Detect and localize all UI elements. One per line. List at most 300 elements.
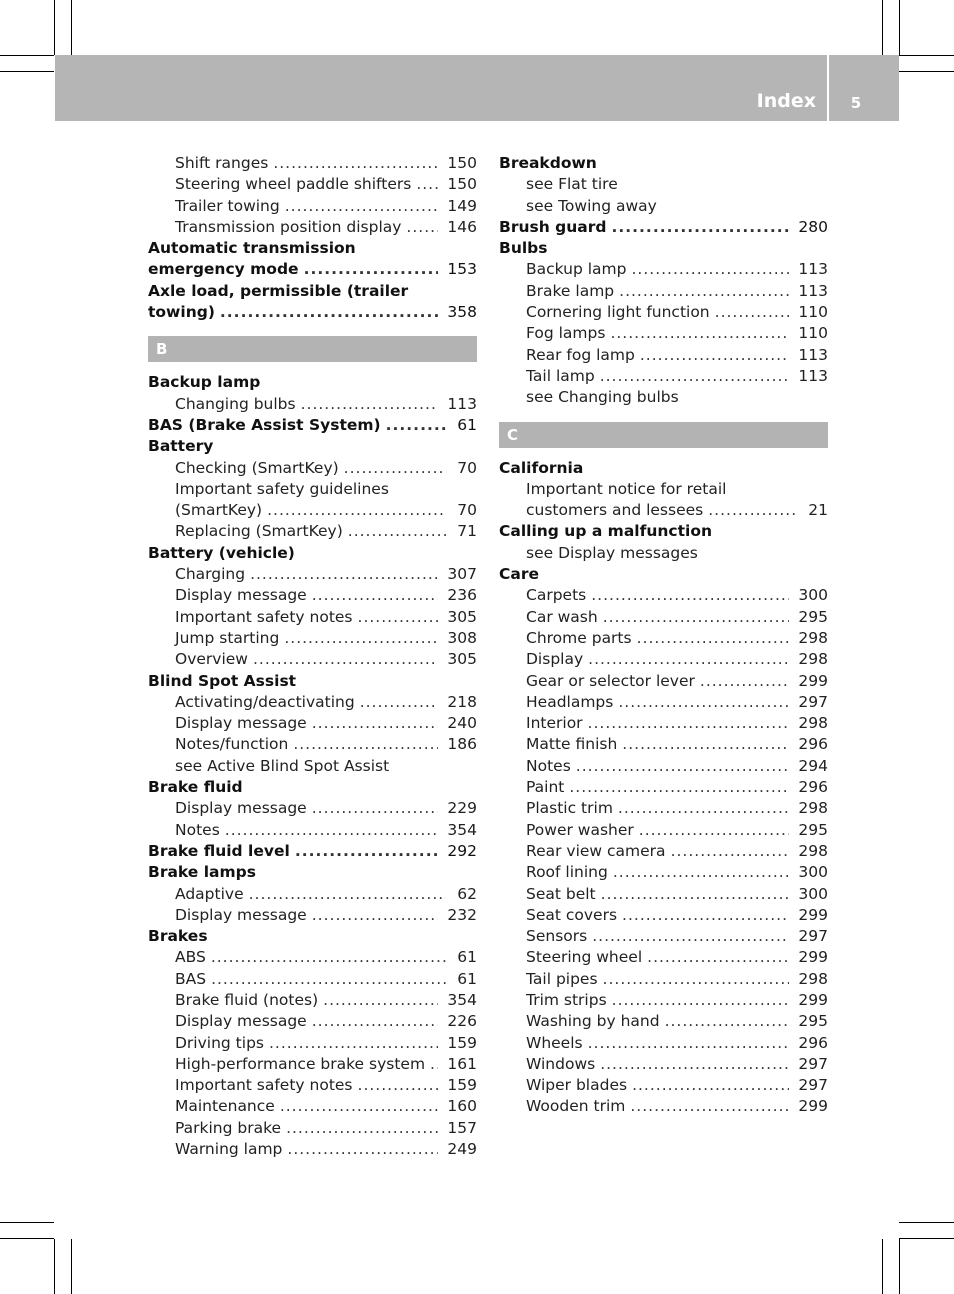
page-reference: 298 (798, 969, 828, 988)
entry-text: Display message (175, 1012, 307, 1031)
header-divider (827, 55, 829, 121)
dot-leader (358, 607, 439, 628)
entry-text: Replacing (SmartKey) (175, 522, 343, 541)
entry-text: California (499, 458, 584, 477)
dot-leader (253, 649, 438, 670)
index-subentry (499, 820, 828, 841)
index-subentry (499, 366, 828, 387)
page-reference: 153 (447, 260, 477, 279)
index-subentry (148, 798, 477, 819)
page-reference: 113 (798, 281, 828, 300)
dot-leader (665, 1011, 790, 1032)
entry-text: Trim strips (526, 990, 607, 1009)
entry-text: Calling up a malfunction (499, 522, 713, 541)
entry-text: Steering wheel (526, 948, 643, 967)
index-subentry (148, 1033, 477, 1054)
page-reference: 159 (447, 1033, 477, 1052)
dot-leader (430, 1054, 438, 1075)
entry-text: Overview (175, 650, 248, 669)
entry-text: see Changing bulbs (526, 388, 679, 407)
index-subentry (148, 217, 477, 238)
index-subentry (499, 387, 828, 408)
dot-leader (603, 969, 790, 990)
page-reference: 159 (447, 1076, 477, 1095)
dot-leader (312, 798, 439, 819)
dot-leader (293, 734, 438, 755)
page-reference: 354 (447, 990, 477, 1009)
entry-text: Matte finish (526, 735, 618, 754)
index-entry (499, 458, 828, 479)
crop-mark (54, 0, 55, 55)
page-reference: 294 (798, 756, 828, 775)
page-reference: 358 (447, 303, 477, 322)
entry-text: Changing bulbs (175, 394, 296, 413)
entry-text: Paint (526, 778, 565, 797)
crop-mark (899, 1239, 900, 1294)
entry-text: Chrome parts (526, 628, 632, 647)
page-reference: 113 (798, 260, 828, 279)
dot-leader (323, 990, 438, 1011)
page-reference: 113 (447, 394, 477, 413)
page-reference: 71 (457, 522, 477, 541)
dot-leader (632, 259, 790, 280)
entry-text: Driving tips (175, 1033, 264, 1052)
dot-leader (280, 1096, 439, 1117)
index-subentry (499, 345, 828, 366)
page-reference: 113 (798, 366, 828, 385)
index-subentry (148, 1075, 477, 1096)
entry-text: Axle load, permissible (trailer (148, 281, 409, 300)
index-subentry (148, 1011, 477, 1032)
index-entry (148, 926, 477, 947)
page-reference: 150 (447, 154, 477, 172)
index-subentry (499, 692, 828, 713)
page-reference: 249 (447, 1140, 477, 1159)
entry-text: Gear or selector lever (526, 671, 695, 690)
page-reference: 308 (447, 628, 477, 647)
dot-leader (622, 905, 789, 926)
dot-leader (358, 1075, 439, 1096)
index-subentry (499, 884, 828, 905)
page-reference: 295 (798, 820, 828, 839)
dot-leader (637, 628, 790, 649)
page-reference: 186 (447, 735, 477, 754)
index-subentry (148, 820, 477, 841)
entry-text: (SmartKey) (175, 501, 263, 520)
crop-mark (899, 0, 900, 55)
entry-text: Notes (175, 820, 220, 839)
dot-leader (715, 302, 790, 323)
page-reference: 299 (798, 1097, 828, 1116)
index-subentry (499, 1096, 828, 1117)
index-entry (148, 415, 477, 436)
index-subentry (148, 884, 477, 905)
crop-mark (0, 1222, 54, 1223)
index-subentry (499, 302, 828, 323)
page-reference: 297 (798, 1054, 828, 1073)
entry-text: Important safety notes (175, 607, 353, 626)
crop-mark (899, 55, 954, 56)
entry-text: see Active Blind Spot Assist (175, 756, 390, 775)
index-entry (499, 521, 828, 542)
page-reference: 298 (798, 799, 828, 818)
crop-mark (71, 1239, 72, 1294)
index-subentry (148, 458, 477, 479)
page-reference: 300 (798, 863, 828, 882)
entry-text: Maintenance (175, 1097, 275, 1116)
crop-mark (0, 55, 54, 56)
index-subentry (148, 947, 477, 968)
page-reference: 292 (447, 841, 477, 860)
index-subentry (148, 628, 477, 649)
index-subentry (148, 585, 477, 606)
index-subentry (148, 756, 477, 777)
page-reference: 299 (798, 905, 828, 924)
entry-text: Brake lamps (148, 863, 256, 882)
dot-leader (304, 259, 439, 280)
entry-text: BAS (Brake Assist System) (148, 415, 381, 434)
page-reference: 297 (798, 927, 828, 946)
entry-text: Breakdown (499, 154, 597, 172)
page-reference: 150 (447, 175, 477, 194)
entry-text: Seat covers (526, 905, 618, 924)
entry-text: Battery (148, 437, 214, 456)
dot-leader (312, 1011, 439, 1032)
dot-leader (269, 1033, 438, 1054)
page-reference: 298 (798, 650, 828, 669)
index-column-right (499, 153, 828, 1118)
page-reference: 296 (798, 778, 828, 797)
index-entry (148, 259, 477, 280)
index-entry (148, 238, 477, 259)
dot-leader (613, 862, 790, 883)
dot-leader (284, 628, 438, 649)
page-reference: 157 (447, 1118, 477, 1137)
page-reference: 305 (447, 650, 477, 669)
entry-text: Sensors (526, 927, 588, 946)
entry-text: Roof lining (526, 863, 608, 882)
page-reference: 232 (447, 905, 477, 924)
page-reference: 300 (798, 586, 828, 605)
dot-leader (639, 820, 790, 841)
dot-leader (211, 969, 446, 990)
page-reference: 305 (447, 607, 477, 626)
entry-text: Care (499, 565, 539, 584)
page-reference: 62 (457, 884, 477, 903)
index-subentry (148, 196, 477, 217)
dot-leader (640, 345, 790, 366)
entry-text: Notes/function (175, 735, 289, 754)
page-reference: 295 (798, 607, 828, 626)
page-reference: 110 (798, 303, 828, 322)
entry-text: Rear view camera (526, 841, 666, 860)
page-reference: 298 (798, 628, 828, 647)
entry-text: Washing by hand (526, 1012, 660, 1031)
index-subentry (148, 607, 477, 628)
dot-leader (618, 692, 789, 713)
index-subentry (499, 500, 828, 521)
index-subentry (148, 692, 477, 713)
index-entry (499, 217, 828, 238)
dot-leader (601, 884, 790, 905)
dot-leader (312, 713, 439, 734)
page-reference: 149 (447, 196, 477, 215)
index-subentry (499, 543, 828, 564)
page-reference: 61 (457, 969, 477, 988)
entry-text: customers and lessees (526, 501, 704, 520)
entry-text: Checking (SmartKey) (175, 458, 339, 477)
crop-mark (0, 71, 54, 72)
entry-text: Shift ranges (175, 154, 269, 172)
entry-text: see Towing away (526, 196, 657, 215)
page-reference: 61 (457, 415, 477, 434)
index-subentry (499, 734, 828, 755)
dot-leader (286, 1118, 438, 1139)
dot-leader (360, 692, 439, 713)
page-reference: 229 (447, 799, 477, 818)
dot-leader (285, 196, 439, 217)
index-subentry (148, 500, 477, 521)
page-reference: 161 (447, 1054, 477, 1073)
dot-leader (569, 777, 789, 798)
entry-text: see Flat tire (526, 175, 618, 194)
page-reference: 110 (798, 324, 828, 343)
dot-leader (295, 841, 439, 862)
dot-leader (591, 585, 789, 606)
crop-mark (882, 1239, 883, 1294)
index-subentry (148, 521, 477, 542)
entry-text: towing) (148, 303, 215, 322)
index-subentry (148, 990, 477, 1011)
entry-text: Jump starting (175, 628, 280, 647)
index-subentry (499, 798, 828, 819)
dot-leader (249, 884, 446, 905)
page-reference: 299 (798, 948, 828, 967)
entry-text: Brake fluid (notes) (175, 990, 319, 1009)
index-subentry (148, 713, 477, 734)
index-subentry (499, 841, 828, 862)
entry-text: Backup lamp (526, 260, 627, 279)
entry-text: Tail pipes (526, 969, 598, 988)
index-subentry (148, 394, 477, 415)
index-subentry (499, 1054, 828, 1075)
entry-text: Display message (175, 905, 307, 924)
entry-text: Trailer towing (175, 196, 280, 215)
dot-leader (588, 649, 789, 670)
entry-text: Display (526, 650, 584, 669)
entry-text: Brush guard (499, 217, 607, 236)
page-reference: 298 (798, 714, 828, 733)
index-subentry (499, 649, 828, 670)
page-reference: 236 (447, 586, 477, 605)
index-subentry (499, 323, 828, 344)
entry-text: Power washer (526, 820, 634, 839)
index-entry (499, 153, 828, 174)
entry-text: Wiper blades (526, 1076, 628, 1095)
page-reference: 298 (798, 841, 828, 860)
dot-leader (386, 415, 446, 436)
entry-text: Bulbs (499, 239, 548, 258)
index-entry (148, 671, 477, 692)
index-subentry (499, 777, 828, 798)
entry-text: Seat belt (526, 884, 596, 903)
entry-text: Backup lamp (148, 373, 261, 392)
index-entry (148, 302, 477, 323)
dot-leader (312, 905, 439, 926)
index-subentry (499, 671, 828, 692)
dot-leader (592, 926, 789, 947)
index-subentry (499, 585, 828, 606)
crop-mark (899, 1238, 954, 1239)
page-reference: 70 (457, 458, 477, 477)
index-subentry (499, 1075, 828, 1096)
index-subentry (499, 607, 828, 628)
index-letter-heading: B (148, 336, 477, 362)
entry-text: ABS (175, 948, 206, 967)
entry-text: Fog lamps (526, 324, 606, 343)
dot-leader (312, 585, 439, 606)
dot-leader (344, 458, 446, 479)
entry-text: Plastic trim (526, 799, 613, 818)
entry-text: Display message (175, 586, 307, 605)
index-subentry (499, 990, 828, 1011)
entry-text: Display message (175, 714, 307, 733)
dot-leader (576, 756, 790, 777)
entry-text: Brake lamp (526, 281, 615, 300)
index-subentry (148, 564, 477, 585)
entry-text: BAS (175, 969, 207, 988)
page-title: Index (756, 90, 816, 112)
page-reference: 296 (798, 1033, 828, 1052)
index-subentry (499, 1033, 828, 1054)
crop-mark (54, 1239, 55, 1294)
dot-leader (600, 1054, 789, 1075)
index-subentry (499, 281, 828, 302)
entry-text: Tail lamp (526, 366, 595, 385)
page-reference: 299 (798, 990, 828, 1009)
entry-text: Wheels (526, 1033, 583, 1052)
entry-text: Windows (526, 1054, 596, 1073)
index-subentry (499, 174, 828, 195)
page-reference: 300 (798, 884, 828, 903)
dot-leader (647, 947, 789, 968)
page-reference: 295 (798, 1012, 828, 1031)
dot-leader (619, 281, 789, 302)
index-subentry (148, 734, 477, 755)
entry-text: Notes (526, 756, 571, 775)
entry-text: Car wash (526, 607, 598, 626)
dot-leader (250, 564, 438, 585)
index-entry (148, 543, 477, 564)
index-subentry (148, 1096, 477, 1117)
index-subentry (148, 174, 477, 195)
entry-text: Activating/deactivating (175, 692, 355, 711)
dot-leader (273, 153, 438, 174)
dot-leader (348, 521, 446, 542)
dot-leader (267, 500, 446, 521)
entry-text: Important safety guidelines (175, 479, 389, 498)
page-reference: 226 (447, 1012, 477, 1031)
entry-text: see Display messages (526, 543, 698, 562)
index-entry (148, 841, 477, 862)
dot-leader (211, 947, 446, 968)
page-reference: 297 (798, 1076, 828, 1095)
entry-text: emergency mode (148, 260, 299, 279)
index-subentry (499, 713, 828, 734)
index-subentry (499, 196, 828, 217)
index-entry (148, 281, 477, 302)
dot-leader (610, 323, 789, 344)
page-reference: 113 (798, 345, 828, 364)
index-subentry (148, 1118, 477, 1139)
dot-leader (287, 1139, 438, 1160)
entry-text: Blind Spot Assist (148, 671, 297, 690)
page-reference: 218 (447, 692, 477, 711)
index-subentry (148, 649, 477, 670)
dot-leader (588, 713, 790, 734)
index-subentry (499, 1011, 828, 1032)
crop-mark (882, 0, 883, 55)
crop-mark (899, 71, 954, 72)
entry-text: Interior (526, 714, 583, 733)
dot-leader (588, 1033, 790, 1054)
page-reference: 354 (447, 820, 477, 839)
dot-leader (612, 990, 790, 1011)
entry-text: Charging (175, 565, 246, 584)
dot-leader (600, 366, 790, 387)
dot-leader (301, 394, 439, 415)
index-entry (148, 372, 477, 393)
entry-text: Brake fluid (148, 778, 243, 797)
entry-text: High-performance brake system (175, 1054, 426, 1073)
entry-text: Headlamps (526, 692, 614, 711)
page-reference: 240 (447, 714, 477, 733)
index-entry (148, 436, 477, 457)
dot-leader (618, 798, 789, 819)
index-entry (499, 238, 828, 259)
page-reference: 299 (798, 671, 828, 690)
dot-leader (220, 302, 439, 323)
index-subentry (499, 926, 828, 947)
index-subentry (148, 153, 477, 174)
index-subentry (148, 1139, 477, 1160)
index-subentry (499, 947, 828, 968)
index-subentry (499, 969, 828, 990)
dot-leader (611, 217, 789, 238)
entry-text: Display message (175, 799, 307, 818)
index-subentry (148, 905, 477, 926)
index-subentry (148, 479, 477, 500)
page-reference: 280 (798, 217, 828, 236)
page-reference: 297 (798, 692, 828, 711)
entry-text: Automatic transmission (148, 239, 356, 258)
page-reference: 70 (457, 501, 477, 520)
index-subentry (499, 479, 828, 500)
entry-text: Important notice for retail (526, 479, 727, 498)
dot-leader (708, 500, 797, 521)
entry-text: Brakes (148, 927, 208, 946)
page-reference: 61 (457, 948, 477, 967)
page-reference: 296 (798, 735, 828, 754)
index-entry (499, 564, 828, 585)
page-reference: 21 (808, 501, 828, 520)
entry-text: Steering wheel paddle shifters (175, 175, 412, 194)
page-number: 5 (850, 94, 862, 112)
entry-text: Parking brake (175, 1118, 282, 1137)
index-subentry (499, 628, 828, 649)
index-entry (148, 777, 477, 798)
page-reference: 307 (447, 565, 477, 584)
